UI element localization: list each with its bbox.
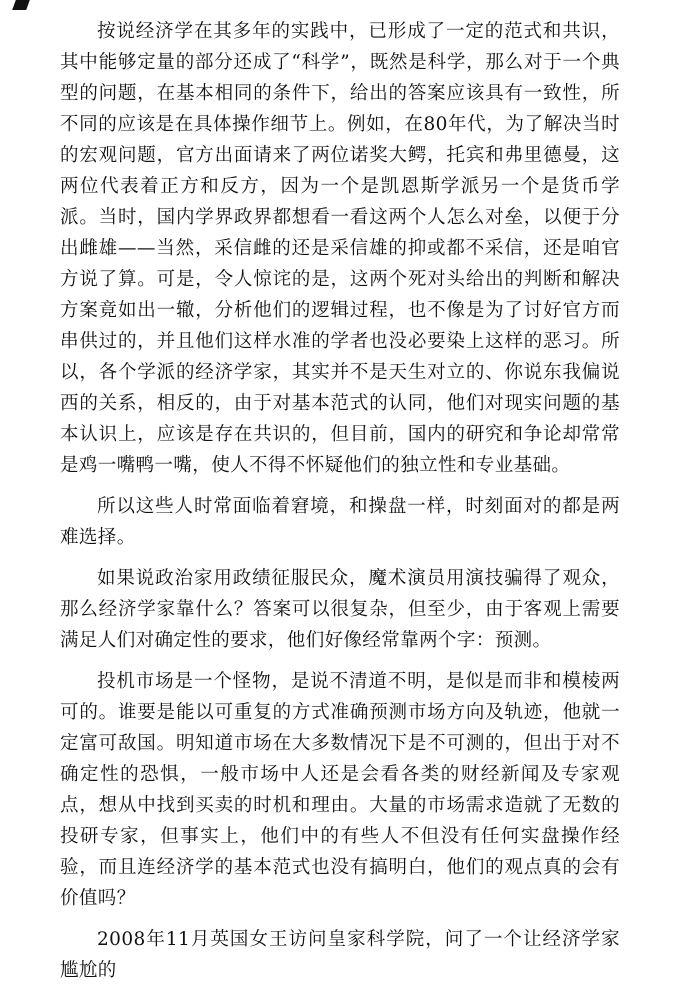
paragraph-queen-visit: 2008年11月英国女王访问皇家科学院，问了一个让经济学家尴尬的 [60,929,620,981]
paragraph-dilemma: 所以这些人时常面临着窘境，和操盘一样，时刻面对的都是两难选择。 [60,496,620,548]
scan-corner-mark [12,0,30,10]
paragraph-speculative-market: 投机市场是一个怪物，是说不清道不明，是似是而非和模棱两可的。谁要是能以可重复的方式准确预测市场方向及轨迹，他就一定富可敌国。明知道市场在大多数情况下是不可测的，但出于对不确定性的恐惧，一般市场中人还是会看各类的财经新闻及专家观点，想从中找到买卖的时机和理由。大量的市场需求造就了无数的投研专家，但事实上，他们中的有些人不但没有任何实盘操作经验，而且连经济学的基本范式也没有搞明白，他们的观点真的会有价值吗？ [60,671,620,909]
paragraph-prediction: 如果说政治家用政绩征服民众，魔术演员用演技骗得了观众，那么经济学家靠什么？答案可以很复杂，但至少，由于客观上需要满足人们对确定性的要求，他们好像经常靠两个字：预测。 [60,568,620,651]
document-page [60,16,620,986]
paragraph-consensus: 按说经济学在其多年的实践中，已形成了一定的范式和共识，其中能够定量的部分还成了“科学”，既然是科学，那么对于一个典型的问题，在基本相同的条件下，给出的答案应该具有一致性，所不同的应该是在具体操作细节上。例如，在80年代，为了解决当时的宏观问题，官方出面请来了两位诺奖大鳄，托宾和弗里德曼，这两位代表着正方和反方，因为一个是凯恩斯学派另一个是货币学派。当时，国内学界政界都想看一看这两个人怎么对垒，以便于分出雌雄——当然，采信雌的还是采信雄的抑或都不采信，还是咱官方说了算。可是，令人惊诧的是，这两个死对头给出的判断和解决方案竟如出一辙，分析他们的逻辑过程，也不像是为了讨好官方而串供过的，并且他们这样水准的学者也没必要染上这样的恶习。所以，各个学派的经济学家，其实并不是天生对立的、你说东我偏说西的关系，相反的，由于对基本范式的认同，他们对现实问题的基本认识上，应该是存在共识的，但目前，国内的研究和争论却常常是鸡一嘴鸭一嘴，使人不得不怀疑他们的独立性和专业基础。 [60,21,620,476]
